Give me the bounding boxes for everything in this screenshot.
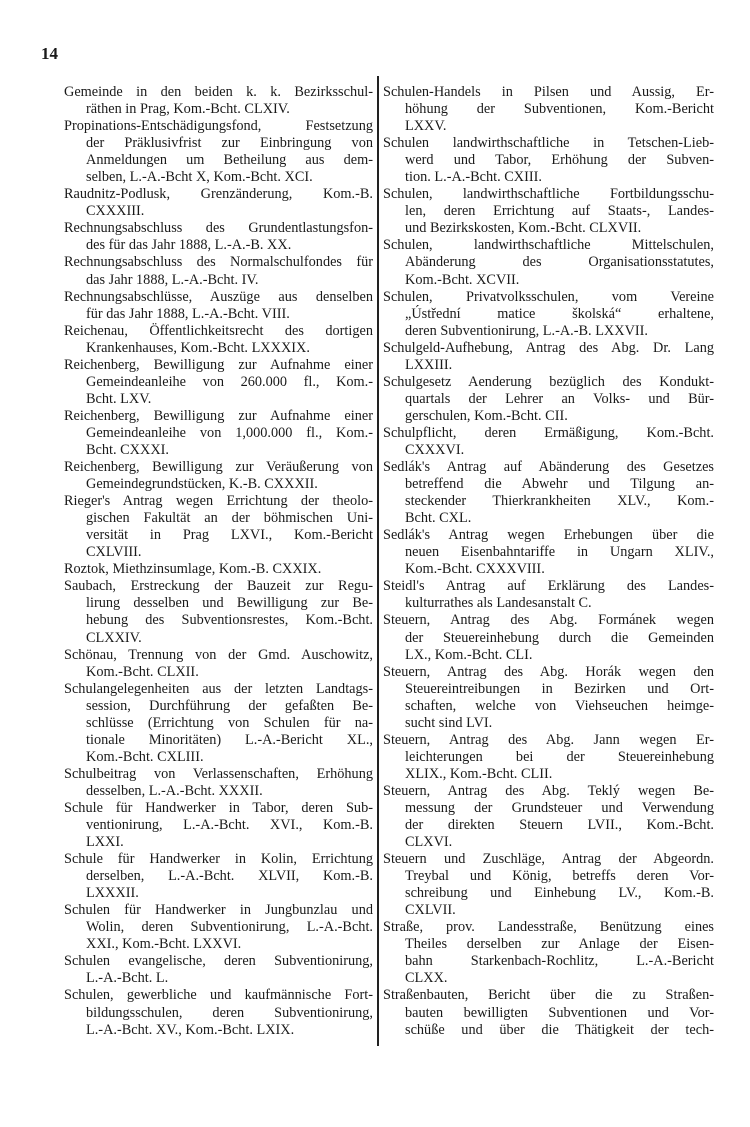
index-entry-line: Rechnungsabschluss des Normalschulfondes für (64, 254, 373, 271)
index-entry-line: Schönau, Trennung von der Gmd. Auschowitz, (64, 646, 373, 663)
index-entry (64, 902, 373, 953)
index-entry-line: der direkten Steuern LVII., Kom.-Bcht. (405, 817, 714, 834)
index-entry (383, 527, 714, 578)
index-entry (64, 357, 373, 408)
index-entry-line: schreibung und Einhebung LV., Kom.-B. (405, 885, 714, 902)
index-entry-line: Rechnungsabschlüsse, Auszüge aus denselben (64, 288, 373, 305)
index-entry-line: Gemeindegrundstücken, K.-B. CXXXII. (86, 476, 318, 493)
index-entry (64, 987, 373, 1038)
index-column-right (383, 84, 714, 1039)
index-entry-line: LXXV. (405, 118, 447, 135)
index-entry-line: LXXXII. (86, 885, 139, 902)
page-number: 14 (41, 44, 58, 63)
index-entry-line: Roztok, Miethzinsumlage, Kom.-B. CXXIX. (64, 561, 322, 578)
index-entry (383, 289, 714, 340)
index-entry-line: Schulen für Handwerker in Jungbunzlau und (64, 902, 373, 919)
index-entry-line: Steuern, Antrag des Abg. Teklý wegen Be- (383, 782, 714, 799)
index-entry-line: Steuereintreibungen in Bezirken und Ort- (405, 680, 714, 697)
index-entry-line: Reichenberg, Bewilligung zur Aufnahme einer (64, 356, 373, 373)
index-entry-line: Bcht. CXL. (405, 510, 472, 527)
index-entry-line: Gemeindeanleihe von 1,000.000 fl., Kom.- (86, 424, 373, 441)
index-entry-line: CXLVIII. (86, 544, 142, 561)
index-entry (383, 340, 714, 374)
index-entry-line: hebung des Subventionsrestes, Kom.-Bcht. (86, 612, 373, 629)
index-entry-line: quartals der Lehrer an Volks- und Bür- (405, 390, 714, 407)
index-entry-line: Schulen-Handels in Pilsen und Aussig, Er- (383, 84, 714, 100)
index-entry-line: Steidl's Antrag auf Erklärung des Landes- (383, 578, 714, 595)
index-entry (383, 578, 714, 612)
index-entry-line: LXXIII. (405, 356, 453, 373)
index-entry-line: Steuern, Antrag des Abg. Formánek wegen (383, 612, 714, 629)
index-entry-line: und Bezirkskosten, Kom.-Bcht. CLXVII. (405, 220, 642, 237)
index-entry-line: betreffend die Abwehr und Tilgung an- (405, 476, 714, 493)
index-entry (64, 851, 373, 902)
index-entry-line: werd und Tabor, Erhöhung der Subven- (405, 152, 714, 169)
index-entry (64, 459, 373, 493)
index-entry (64, 800, 373, 851)
index-entry-line: CLXXIV. (86, 629, 142, 646)
index-entry-line: Steuern, Antrag des Abg. Jann wegen Er- (383, 731, 714, 748)
index-entry (64, 323, 373, 357)
index-entry (64, 254, 373, 288)
index-entry-line: XLIX., Kom.-Bcht. CLII. (405, 765, 553, 782)
index-entry-line: tionale Minoritäten) L.-A.-Bericht XL., (86, 731, 373, 748)
index-entry-line: CXXXIII. (86, 203, 145, 220)
index-entry-line: Treybal und König, betreffs deren Vor- (405, 868, 714, 885)
index-entry-line: CLXX. (405, 970, 448, 987)
index-entry (383, 732, 714, 783)
index-entry (64, 681, 373, 766)
index-entry-line: Gemeindeanleihe von 260.000 fl., Kom.- (86, 373, 373, 390)
index-entry-line: Schule für Handwerker in Tabor, deren Sub- (64, 799, 373, 816)
index-entry-line: Kom.-Bcht. CXXXVIII. (405, 561, 545, 578)
index-entry-line: Rechnungsabschluss des Grundentlastungsfon- (64, 220, 373, 237)
index-entry (383, 425, 714, 459)
index-entry-line: Steuern und Zuschläge, Antrag der Abgeordn. (383, 851, 714, 868)
index-entry-line: Schulen, Privatvolksschulen, vom Vereine (383, 288, 714, 305)
index-entry-line: Krankenhauses, Kom.-Bcht. LXXXIX. (86, 339, 310, 356)
index-entry-line: L.-A.-Bcht. L. (86, 970, 169, 987)
index-entry-line: Schulbeitrag von Verlassenschaften, Erhöhung (64, 765, 373, 782)
index-entry-line: L.-A.-Bcht. XV., Kom.-Bcht. LXIX. (86, 1021, 295, 1038)
index-entry-line: tion. L.-A.-Bcht. CXIII. (405, 169, 542, 186)
index-entry (64, 561, 373, 578)
index-entry-line: ventionirung, L.-A.-Bcht. XVI., Kom.-B. (86, 817, 373, 834)
index-entry-line: der Präklusivfrist zur Einbringung von (86, 135, 373, 152)
index-entry-line: Bcht. CXXXI. (86, 441, 169, 458)
index-entry-line: Schulgesetz Aenderung bezüglich des Kondukt- (383, 373, 714, 390)
index-entry-line: CXLVII. (405, 902, 456, 919)
index-entry (64, 408, 373, 459)
index-entry-line: schüße und über die Thätigkeit der tech- (405, 1021, 714, 1038)
index-entry (64, 578, 373, 646)
index-entry-line: für das Jahr 1888, L.-A.-Bcht. VIII. (86, 305, 290, 322)
index-entry-line: Schulen landwirthschaftliche in Tetschen-Lieb- (383, 135, 714, 152)
index-entry-line: Kom.-Bcht. CLXII. (86, 663, 199, 680)
index-entry-line: Schulen, landwirthschaftliche Fortbildungsschu- (383, 186, 714, 203)
index-entry-line: bahn Starkenbach-Rochlitz, L.-A.-Bericht (405, 953, 714, 970)
index-entry-line: Schulgeld-Aufhebung, Antrag des Abg. Dr. Lang (383, 339, 714, 356)
index-entry (383, 987, 714, 1038)
index-entry-line: Abänderung des Organisationsstatutes, (405, 254, 714, 271)
index-entry-line: Schulangelegenheiten aus der letzten Landtags- (64, 680, 373, 697)
index-entry-line: Kom.-Bcht. XCVII. (405, 271, 520, 288)
index-entry-line: sucht sind LVI. (405, 714, 493, 731)
index-entry-line: Reichenau, Öffentlichkeitsrecht des dortigen (64, 322, 373, 339)
index-entry-line: Saubach, Erstreckung der Bauzeit zur Regu- (64, 578, 373, 595)
index-entry-line: Straße, prov. Landesstraße, Benützung eines (383, 919, 714, 936)
index-entry-line: deren Subventionirung, L.-A.-B. LXXVII. (405, 322, 648, 339)
index-entry (383, 459, 714, 527)
index-entry-line: Gemeinde in den beiden k. k. Bezirksschul- (64, 84, 373, 100)
column-divider (377, 76, 379, 1046)
index-entry (64, 953, 373, 987)
index-entry-line: steckender Thierkrankheiten XLV., Kom.- (405, 493, 714, 510)
index-entry-line: messung der Grundsteuer und Verwendung (405, 799, 714, 816)
index-entry-line: Propinations-Entschädigungsfond, Festsetzung (64, 118, 373, 135)
index-entry-line: CXXXVI. (405, 441, 465, 458)
index-entry (383, 612, 714, 663)
index-entry-line: versität in Prag LXVI., Kom.-Bericht (86, 527, 373, 544)
index-entry-line: neuen Eisenbahntariffe in Ungarn XLIV., (405, 544, 714, 561)
index-entry (64, 289, 373, 323)
index-entry-line: bauten bewilligten Subventionen und Vor- (405, 1004, 714, 1021)
index-entry (64, 647, 373, 681)
index-entry-line: selben, L.-A.-Bcht X, Kom.-Bcht. XCI. (86, 169, 313, 186)
index-entry-line: Schulen, landwirthschaftliche Mittelschulen, (383, 237, 714, 254)
index-entry-line: Reichenberg, Bewilligung zur Aufnahme einer (64, 407, 373, 424)
index-entry-line: Anmeldungen um Betheilung aus dem- (86, 152, 373, 169)
index-entry-line: Bcht. LXV. (86, 390, 152, 407)
index-entry-line: Steuern, Antrag des Abg. Horák wegen den (383, 663, 714, 680)
index-entry-line: Straßenbauten, Bericht über die zu Straßen- (383, 987, 714, 1004)
index-entry (64, 493, 373, 561)
index-entry-line: gerschulen, Kom.-Bcht. CII. (405, 407, 568, 424)
index-entry-line: desselben, L.-A.-Bcht. XXXII. (86, 782, 263, 799)
index-entry-line: derselben, L.-A.-Bcht. XLVII, Kom.-B. (86, 868, 373, 885)
index-entry (383, 783, 714, 851)
index-entry-line: der Steuereinhebung durch die Gemeinden (405, 629, 714, 646)
index-entry-line: XXI., Kom.-Bcht. LXXVI. (86, 936, 242, 953)
index-entry (383, 919, 714, 987)
index-entry (64, 84, 373, 118)
index-entry-line: leichterungen bei der Steuereinhebung (405, 748, 714, 765)
index-entry-line: Schulen evangelische, deren Subventionirung, (64, 953, 373, 970)
index-entry-line: Reichenberg, Bewilligung zur Veräußerung von (64, 459, 373, 476)
index-entry-line: Wolin, deren Subventionirung, L.-A.-Bcht. (86, 919, 373, 936)
index-entry-line: Sedlák's Antrag wegen Erhebungen über die (383, 527, 714, 544)
index-entry-line: bildungsschulen, deren Subventionirung, (86, 1004, 373, 1021)
index-entry-line: Raudnitz-Podlusk, Grenzänderung, Kom.-B. (64, 186, 373, 203)
index-entry-line: Schulpflicht, deren Ermäßigung, Kom.-Bcht. (383, 424, 714, 441)
index-entry-line: session, Durchführung der gefaßten Be- (86, 697, 373, 714)
index-entry-line: das Jahr 1888, L.-A.-Bcht. IV. (86, 271, 259, 288)
index-entry (383, 374, 714, 425)
index-entry (64, 220, 373, 254)
index-entry (383, 135, 714, 186)
index-entry-line: Theiles derselben zur Anlage der Eisen- (405, 936, 714, 953)
index-column-left (64, 84, 373, 1039)
index-entry-line: Kom.-Bcht. CXLIII. (86, 748, 204, 765)
index-entry-line: des für das Jahr 1888, L.-A.-B. XX. (86, 237, 292, 254)
index-entry-line: Rieger's Antrag wegen Errichtung der theolo- (64, 493, 373, 510)
index-entry-line: schaften, welche von Viehseuchen heimge- (405, 697, 714, 714)
index-entry-line: len, deren Errichtung auf Staats-, Landes- (405, 203, 714, 220)
index-entry-line: Schule für Handwerker in Kolin, Errichtung (64, 851, 373, 868)
index-entry (383, 186, 714, 237)
index-entry-line: lirung desselben und Bewilligung zur Be- (86, 595, 373, 612)
index-entry (383, 664, 714, 732)
index-entry (64, 186, 373, 220)
index-entry-line: Sedlák's Antrag auf Abänderung des Gesetzes (383, 459, 714, 476)
index-entry-line: CLXVI. (405, 834, 453, 851)
index-entry (383, 237, 714, 288)
index-entry (64, 766, 373, 800)
index-entry-line: höhung der Subventionen, Kom.-Bericht (405, 101, 714, 118)
index-entry (383, 84, 714, 135)
index-entry-line: „Ústřední matice školská“ erhaltene, (405, 305, 714, 322)
index-entry-line: gischen Fakultät an der böhmischen Uni- (86, 510, 373, 527)
index-entry-line: LX., Kom.-Bcht. CLI. (405, 646, 533, 663)
index-entry (64, 118, 373, 186)
index-entry-line: LXXI. (86, 834, 124, 851)
index-entry-line: kulturrathes als Landesanstalt C. (405, 595, 592, 612)
index-entry (383, 851, 714, 919)
index-entry-line: schlüsse (Errichtung von Schulen für na- (86, 714, 373, 731)
index-entry-line: Schulen, gewerbliche und kaufmännische Fort- (64, 987, 373, 1004)
index-entry-line: räthen in Prag, Kom.-Bcht. CLXIV. (86, 101, 290, 118)
